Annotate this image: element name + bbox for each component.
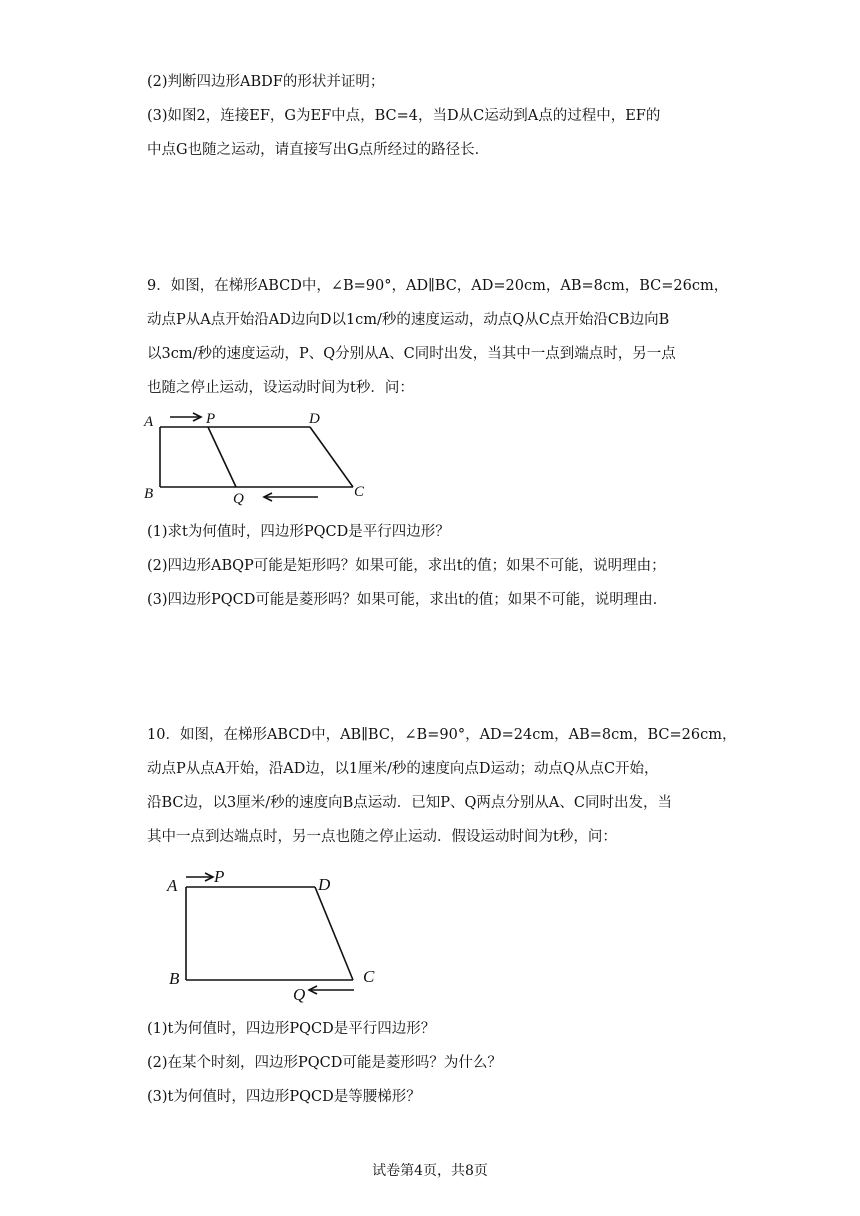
problem-stem: 沿BC边，以3厘米/秒的速度向B点运动．已知P、Q两点分别从A、C同时出发，当 — [147, 795, 672, 811]
sub-question: (3)t为何值时，四边形PQCD是等腰梯形？ — [147, 1089, 421, 1105]
question-text: 中点G也随之运动，请直接写出G点所经过的路径长． — [147, 142, 490, 158]
label-A: A — [144, 414, 154, 430]
label-C: C — [354, 484, 365, 500]
label-Q: Q — [233, 491, 244, 507]
problem-stem: 动点P从点A开始，沿AD边，以1厘米/秒的速度向点D运动；动点Q从点C开始， — [147, 761, 659, 777]
question-text: (2)判断四边形ABDF的形状并证明； — [147, 74, 385, 90]
problem-stem: 也随之停止运动，设运动时间为t秒．问： — [147, 380, 414, 396]
problem-stem: 以3cm/秒的速度运动，P、Q分别从A、C同时出发，当其中一点到端点时，另一点 — [147, 346, 676, 362]
label-B: B — [144, 486, 154, 502]
label-C: C — [363, 967, 375, 986]
question-text: (3)如图2，连接EF，G为EF中点，BC=4，当D从C运动到A点的过程中，EF的 — [147, 108, 661, 124]
problem-stem: 9．如图，在梯形ABCD中，∠B=90°，AD∥BC，AD=20cm，AB=8cm，BC=26cm， — [147, 278, 729, 294]
label-D: D — [318, 875, 331, 894]
sub-question: (3)四边形PQCD可能是菱形吗？如果可能，求出t的值；如果不可能，说明理由． — [147, 592, 668, 608]
sub-question: (2)四边形ABQP可能是矩形吗？如果可能，求出t的值；如果不可能，说明理由； — [147, 558, 666, 574]
label-A: A — [167, 876, 178, 895]
label-B: B — [169, 969, 180, 988]
problem-stem: 其中一点到达端点时，另一点也随之停止运动．假设运动时间为t秒，问： — [147, 829, 617, 845]
label-D: D — [309, 411, 320, 427]
sub-question: (1)求t为何值时，四边形PQCD是平行四边形？ — [147, 524, 450, 540]
page-footer: 试卷第4页，共8页 — [372, 1163, 488, 1179]
problem-stem: 动点P从A点开始沿AD边向D以1cm/秒的速度运动，动点Q从C点开始沿CB边向B — [147, 312, 670, 328]
problem-stem: 10．如图，在梯形ABCD中，AB∥BC，∠B=90°，AD=24cm，AB=8cm，BC=26cm， — [147, 727, 737, 743]
trapezoid-figure-10 — [160, 860, 390, 1005]
label-P: P — [206, 411, 216, 427]
label-P: P — [214, 867, 225, 886]
sub-question: (1)t为何值时，四边形PQCD是平行四边形？ — [147, 1021, 436, 1037]
sub-question: (2)在某个时刻，四边形PQCD可能是菱形吗？为什么？ — [147, 1055, 502, 1071]
label-Q: Q — [293, 985, 306, 1004]
trapezoid-figure-9 — [140, 405, 380, 510]
